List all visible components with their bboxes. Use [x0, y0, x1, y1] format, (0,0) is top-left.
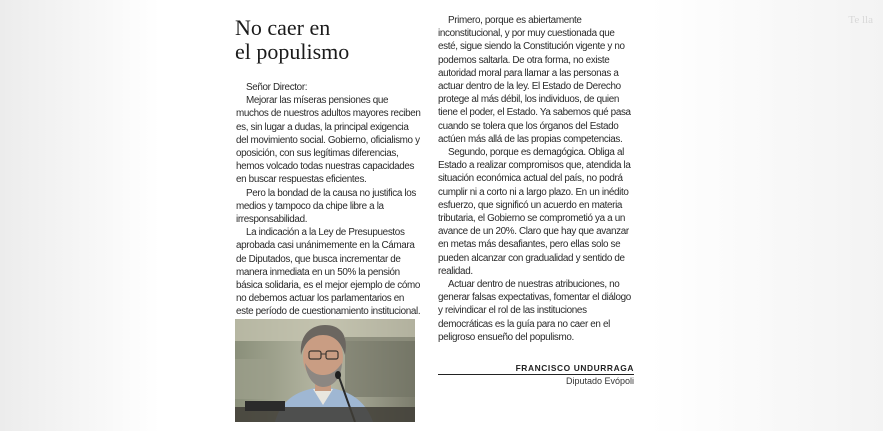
bleed-through-text: Te lla	[848, 14, 873, 26]
left-column	[236, 81, 422, 319]
title-line-1: No caer en	[235, 15, 331, 40]
title-line-2: el populismo	[235, 39, 350, 64]
paragraph: Actuar dentro de nuestras atribuciones, no generar falsas expectativas, fomentar el diálogo y reivindicar el rol de las instituciones democráticas es la guía para no caer en el peligroso ensueño del populismo.	[438, 279, 631, 343]
article-title	[235, 16, 425, 64]
paragraph: La indicación a la Ley de Presupuestos aprobada casi unánimemente en la Cámara de Diputados, que busca incrementar de manera inmediata en un 50% la pensión básica solidaria, es el mejor ejemplo de cómo no debemos actuar los parlamentarios en este período de cuestionamiento institucional.	[236, 227, 421, 318]
salutation: Señor Director:	[246, 82, 308, 93]
paragraph: Segundo, porque es demagógica. Obliga al Estado a realizar compromisos que, atendida la situación económica actual del país, no podrá cumplir ni a corto ni a largo plazo. En un inédito esfuerzo, que significó un acuerdo en materia tributaria, el Gobierno se comprometió ya a un avance de un 20%. Claro que hay que avanzar en metas más desafiantes, pero ellas solo se pueden alcanzar con gradualidad y sentido de realidad.	[438, 147, 631, 277]
signature-name: FRANCISCO UNDURRAGA	[438, 363, 634, 375]
paragraph: Mejorar las míseras pensiones que muchos de nuestros adultos mayores reciben es, sin lugar a dudas, la principal exigencia del movimiento social. Gobierno, oficialismo y oposición, con sus legítimas diferencias, hemos volcado todas nuestras capacidades en buscar respuestas eficientes.	[236, 95, 421, 186]
author-portrait-photo-icon	[235, 319, 415, 422]
signature-role: Diputado Evópoli	[565, 376, 634, 386]
paragraph: Primero, porque es abiertamente inconstitucional, y por muy cuestionada que esté, sigue siendo la Constitución vigente y no podemos saltarla. De otra forma, no existe autoridad moral para llamar a las personas a actuar dentro de la ley. El Estado de Derecho protege al más débil, los individuos, de quien tiene el poder, el Estado. Ya sabemos qué pasa cuando se tolera que los órganos del Estado actúen más allá de las propias competencias.	[438, 15, 631, 145]
paragraph: Pero la bondad de la causa no justifica los medios y tampoco da chipe libre a la irresponsabilidad.	[236, 187, 416, 226]
right-column	[438, 14, 634, 344]
author-photo	[235, 319, 415, 422]
